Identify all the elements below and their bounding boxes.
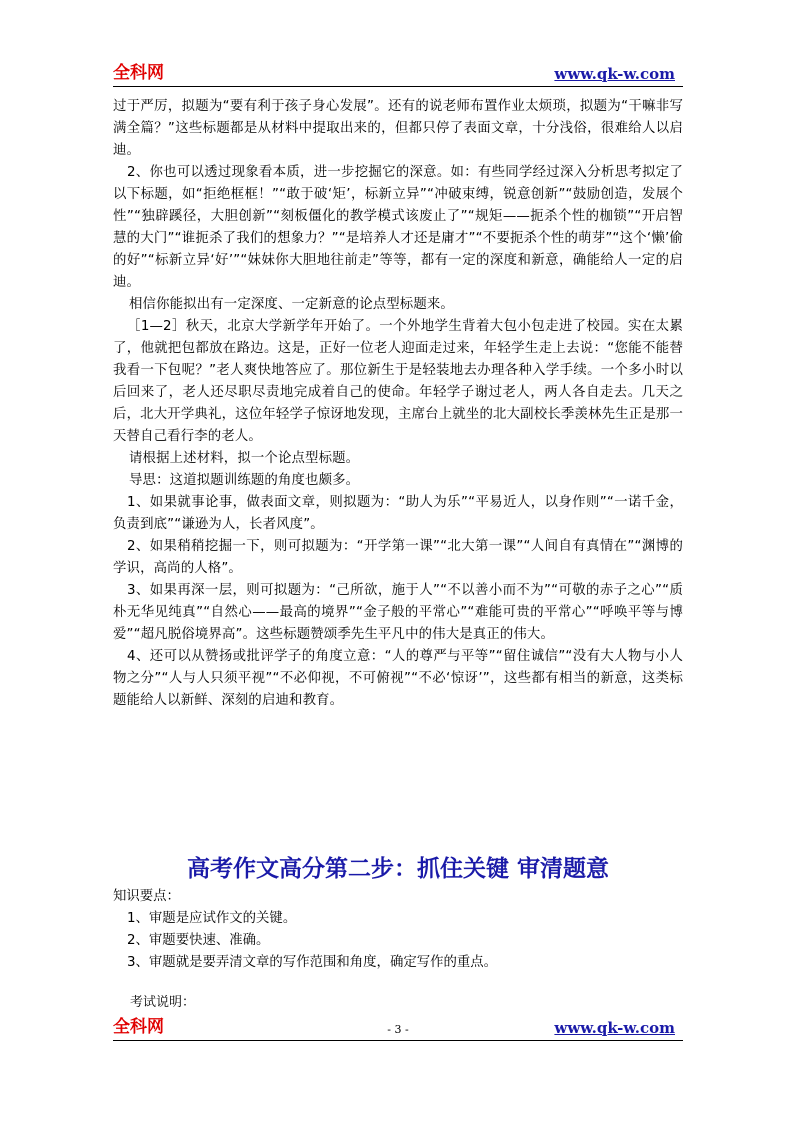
paragraph: ［1—2］秋天，北京大学新学年开始了。一个外地学生背着大包小包走进了校园。实在太累了，他就把包都放在路边。这是，正好一位老人迎面走过来，年轻学生走上去说：“您能不能替我看一下包呢？”老人爽快地答应了。那位新生于是轻装地去办理各种入学手续。一个多小时以后回来了，老人还尽职尽责地完成着自己的使命。年轻学子谢过老人，两人各自走去。几天之后，北大开学典礼，这位年轻学子惊讶地发现，主席台上就坐的北大副校长季羡林先生正是那一天替自己看行李的老人。: [113, 319, 683, 444]
knowledge-item: 1、审题是应试作文的关键。: [127, 911, 297, 926]
page-header: [113, 60, 683, 87]
paragraph: 请根据上述材料，拟一个论点型标题。: [129, 451, 360, 466]
knowledge-item: 2、审题要快速、准确。: [127, 933, 270, 948]
header-brand: 全科网: [113, 63, 164, 83]
knowledge-item: 3、审题就是要弄清文章的写作范围和角度，确定写作的重点。: [127, 955, 498, 970]
paragraph: 3、如果再深一层，则可拟题为：“己所欲，施于人”“不以善小而不为”“可敬的赤子之心”“质朴无华见纯真”“自然心——最高的境界”“金子般的平常心”“难能可贵的平常心”“呼唤平等与博爱”“超凡脱俗境界高”。这些标题赞颂季先生平凡中的伟大是真正的伟大。: [113, 583, 683, 642]
paragraph: 导思：这道拟题训练题的角度也颇多。: [129, 473, 360, 488]
paragraph: 2、如果稍稍挖掘一下，则可拟题为：“开学第一课”“北大第一课”“人间自有真情在”“渊博的学识，高尚的人格”。: [113, 539, 683, 576]
paragraph: 相信你能拟出有一定深度、一定新意的论点型标题来。: [129, 297, 454, 312]
page-footer: [113, 1014, 683, 1041]
knowledge-label: 知识要点：: [113, 889, 180, 904]
paragraph: 1、如果就事论事，做表面文章，则拟题为：“助人为乐”“平易近人，以身作则”“一诺千金，负责到底”“谦逊为人，长者风度”。: [113, 495, 683, 532]
footer-brand: 全科网: [113, 1017, 164, 1037]
header-site-link[interactable]: www.qk-w.com: [554, 65, 675, 83]
paragraph: 4、还可以从赞扬或批评学子的角度立意：“人的尊严与平等”“留住诚信”“没有大人物与小人物之分”“人与人只须平视”“不必仰视，不可俯视”“不必‘惊讶’”，这些都有相当的新意，这类标题能给人以新鲜、深刻的启迪和教育。: [113, 649, 683, 708]
section-title: 高考作文高分第二步：抓住关键 审清题意: [186, 855, 609, 882]
document-body: [113, 96, 683, 712]
paragraph: 2、你也可以透过现象看本质，进一步挖掘它的深意。如：有些同学经过深入分析思考拟定了以下标题，如“拒绝框框！”“敢于破‘矩’，标新立异”“冲破束缚，锐意创新”“鼓励创造，发展个性”“独辟蹊径，大胆创新”“刻板僵化的教学模式该废止了”“规矩——扼杀个性的枷锁”“开启智慧的大门”“谁扼杀了我们的想象力？”“是培养人才还是庸才”“不要扼杀个性的萌芽”“这个‘懒’偷的好”“标新立异‘好’”“妹妹你大胆地往前走”等等，都有一定的深度和新意，确能给人一定的启迪。: [113, 165, 683, 290]
knowledge-points: [113, 886, 683, 974]
footer-site-link[interactable]: www.qk-w.com: [554, 1019, 675, 1037]
paragraph: 过于严厉，拟题为“要有利于孩子身心发展”。还有的说老师布置作业太烦琐，拟题为“干嘛非写满全篇？”这些标题都是从材料中提取出来的，但都只停了表面文章，十分浅俗，很难给人以启迪。: [113, 99, 683, 158]
page-number: - 3 -: [387, 1023, 409, 1036]
exam-note: 考试说明：: [130, 995, 196, 1010]
